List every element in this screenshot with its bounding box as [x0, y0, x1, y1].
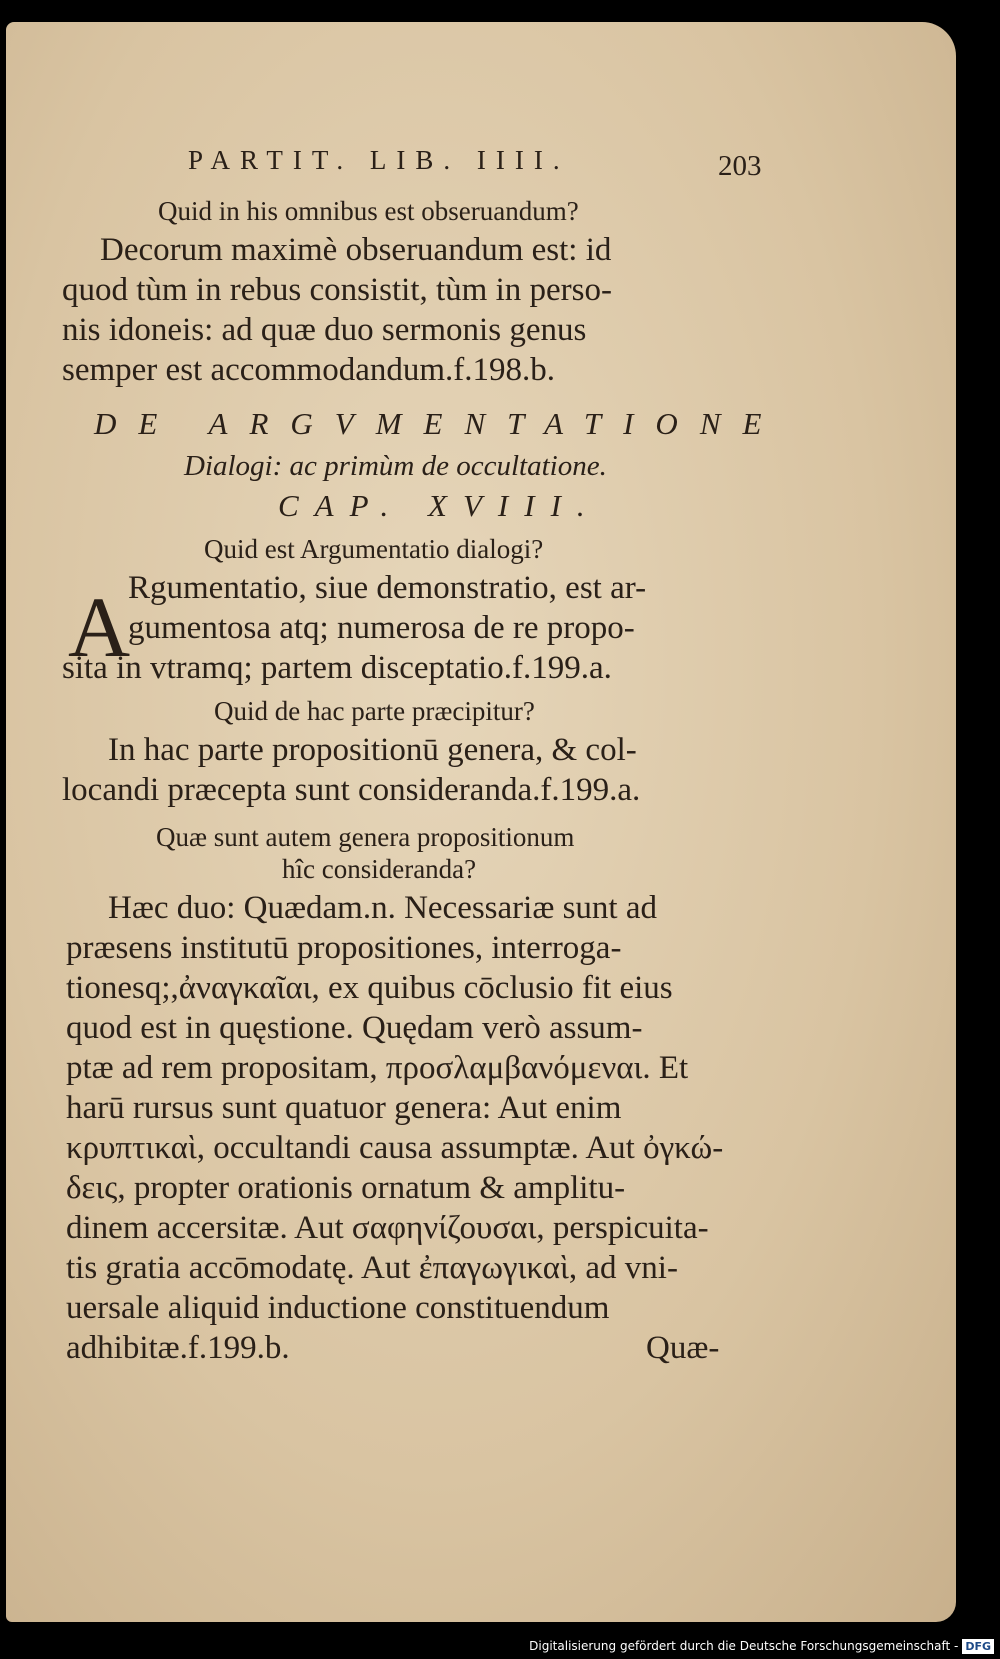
question-line: hîc consideranda?: [282, 854, 477, 884]
text-line: tis gratia accōmodatę. Aut ἐπαγωγικαὶ, ad vni-: [66, 1250, 678, 1286]
text-line: δεις, propter orationis ornatum & amplitu-: [66, 1170, 626, 1206]
text-line: sita in vtramq; partem disceptatio.f.199.a.: [62, 650, 612, 686]
text-line: In hac parte propositionū genera, & col-: [108, 732, 637, 768]
catchword: Quæ-: [646, 1330, 720, 1366]
text-line: locandi præcepta sunt consideranda.f.199.a.: [62, 772, 641, 808]
text-line: dinem accersitæ. Aut σαφηνίζουσαι, perspicuita-: [66, 1210, 709, 1246]
text-line: uersale aliquid inductione constituendum: [66, 1290, 610, 1326]
text-line: gumentosa atq; numerosa de re propo-: [128, 610, 635, 646]
text-line: quod est in quęstione. Quędam verò assum-: [66, 1010, 643, 1046]
text-line: nis idoneis: ad quæ duo sermonis genus: [62, 312, 587, 348]
dfg-logo: DFG: [962, 1639, 994, 1654]
text-line: tionesq;,ἀναγκαῖαι, ex quibus cōclusio fit eius: [66, 970, 673, 1006]
drop-cap: A: [68, 579, 131, 675]
running-head: PARTIT. LIB. IIII.: [188, 145, 570, 175]
text-line: quod tùm in rebus consistit, tùm in perso-: [62, 272, 612, 308]
page-number: 203: [718, 150, 762, 182]
chapter-subheading: Dialogi: ac primùm de occultatione.: [184, 450, 607, 482]
question-line: Quid in his omnibus est obseruandum?: [158, 196, 579, 226]
text-line: ptæ ad rem propositam, προσλαμβανόμεναι. Et: [66, 1050, 689, 1086]
text-line: Decorum maximè obseruandum est: id: [100, 232, 612, 268]
text-line: Hæc duo: Quædam.n. Necessariæ sunt ad: [108, 890, 657, 926]
book-page: [6, 22, 956, 1622]
credit-text: Digitalisierung gefördert durch die Deutsche Forschungsgemeinschaft -: [529, 1639, 959, 1653]
digitization-credit: [529, 1635, 994, 1657]
text-line: κρυπτικαὶ, occultandi causa assumptæ. Aut ὀγκώ-: [66, 1130, 724, 1166]
chapter-number: CAP. XVIII.: [278, 488, 601, 523]
text-line: præsens institutū propositiones, interroga-: [66, 930, 622, 966]
text-line: adhibitæ.f.199.b.: [66, 1330, 290, 1366]
question-line: Quid de hac parte præcipitur?: [214, 696, 535, 726]
question-line: Quæ sunt autem genera propositionum: [156, 822, 575, 852]
chapter-heading: DE ARGVMENTATIONE: [94, 406, 784, 441]
text-line: semper est accommodandum.f.198.b.: [62, 352, 556, 388]
text-line: harū rursus sunt quatuor genera: Aut enim: [66, 1090, 622, 1126]
text-line: Rgumentatio, siue demonstratio, est ar-: [128, 570, 647, 606]
question-line: Quid est Argumentatio dialogi?: [204, 534, 544, 564]
